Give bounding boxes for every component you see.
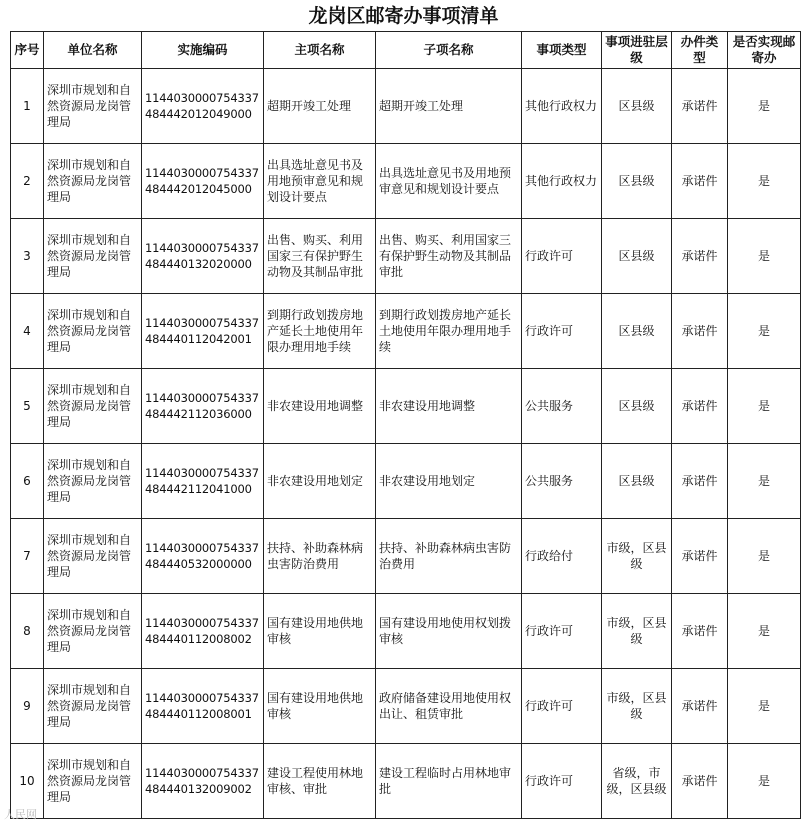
cell-mail: 是 [728, 294, 801, 369]
cell-type: 行政许可 [522, 669, 602, 744]
cell-seq: 5 [11, 369, 44, 444]
header-type: 事项类型 [522, 32, 602, 69]
cell-unit: 深圳市规划和自然资源局龙岗管理局 [44, 144, 142, 219]
table-row [11, 444, 801, 519]
cell-ctype: 承诺件 [672, 669, 728, 744]
cell-seq: 3 [11, 219, 44, 294]
cell-type: 行政许可 [522, 744, 602, 819]
cell-ctype: 承诺件 [672, 744, 728, 819]
cell-unit: 深圳市规划和自然资源局龙岗管理局 [44, 444, 142, 519]
header-ctype: 办件类型 [672, 32, 728, 69]
cell-code: 114403000075433748444013200900​2 [142, 744, 264, 819]
cell-code: 114403000075433748444211204100​0 [142, 444, 264, 519]
cell-main: 到期行政划拨房地产延长土地使用年限办理用地手续 [264, 294, 376, 369]
cell-code: 114403000075433748444013202000​0 [142, 219, 264, 294]
cell-sub: 出具选址意见书及用地预审意见和规划设计要点 [376, 144, 522, 219]
cell-mail: 是 [728, 744, 801, 819]
cell-main: 建设工程使用林地审核、审批 [264, 744, 376, 819]
cell-main: 扶持、补助森林病虫害防治费用 [264, 519, 376, 594]
table-row [11, 519, 801, 594]
cell-code: 114403000075433748444201204500​0 [142, 144, 264, 219]
cell-seq: 9 [11, 669, 44, 744]
cell-unit: 深圳市规划和自然资源局龙岗管理局 [44, 219, 142, 294]
cell-type: 行政给付 [522, 519, 602, 594]
cell-unit: 深圳市规划和自然资源局龙岗管理局 [44, 594, 142, 669]
cell-type: 行政许可 [522, 294, 602, 369]
table-row [11, 369, 801, 444]
cell-level: 区县级 [602, 369, 672, 444]
cell-ctype: 承诺件 [672, 294, 728, 369]
cell-unit: 深圳市规划和自然资源局龙岗管理局 [44, 669, 142, 744]
header-sub: 子项名称 [376, 32, 522, 69]
cell-level: 省级，市级，区县级 [602, 744, 672, 819]
cell-code: 114403000075433748444011204200​1 [142, 294, 264, 369]
cell-main: 国有建设用地供地审核 [264, 669, 376, 744]
cell-type: 其他行政权力 [522, 69, 602, 144]
table-row [11, 744, 801, 819]
cell-level: 区县级 [602, 294, 672, 369]
cell-level: 市级，区县级 [602, 669, 672, 744]
cell-mail: 是 [728, 444, 801, 519]
cell-mail: 是 [728, 519, 801, 594]
cell-type: 公共服务 [522, 444, 602, 519]
cell-level: 区县级 [602, 219, 672, 294]
table-row [11, 69, 801, 144]
cell-sub: 建设工程临时占用林地审批 [376, 744, 522, 819]
cell-sub: 国有建设用地使用权划拨审核 [376, 594, 522, 669]
cell-code: 11440300007543374844420120490​00 [142, 69, 264, 144]
cell-main: 出售、购买、利用国家三有保护野生动物及其制品审批 [264, 219, 376, 294]
cell-ctype: 承诺件 [672, 594, 728, 669]
cell-type: 行政许可 [522, 594, 602, 669]
cell-ctype: 承诺件 [672, 69, 728, 144]
cell-unit: 深圳市规划和自然资源局龙岗管理局 [44, 519, 142, 594]
header-code: 实施编码 [142, 32, 264, 69]
cell-seq: 10 [11, 744, 44, 819]
cell-sub: 超期开竣工处理 [376, 69, 522, 144]
header-mail: 是否实现邮寄办 [728, 32, 801, 69]
cell-ctype: 承诺件 [672, 144, 728, 219]
cell-main: 非农建设用地调整 [264, 369, 376, 444]
cell-main: 超期开竣工处理 [264, 69, 376, 144]
cell-seq: 6 [11, 444, 44, 519]
cell-seq: 1 [11, 69, 44, 144]
cell-code: 114403000075433748444211203600​0 [142, 369, 264, 444]
cell-ctype: 承诺件 [672, 219, 728, 294]
cell-seq: 4 [11, 294, 44, 369]
header-level: 事项进驻层级 [602, 32, 672, 69]
table-row [11, 294, 801, 369]
header-main: 主项名称 [264, 32, 376, 69]
cell-seq: 7 [11, 519, 44, 594]
watermark-text: 人民网 [4, 808, 37, 821]
cell-mail: 是 [728, 219, 801, 294]
cell-type: 公共服务 [522, 369, 602, 444]
document-title: 龙岗区邮寄办事项清单 [308, 5, 499, 27]
table-row [11, 219, 801, 294]
cell-type: 其他行政权力 [522, 144, 602, 219]
cell-unit: 深圳市规划和自然资源局龙岗管理局 [44, 744, 142, 819]
cell-ctype: 承诺件 [672, 444, 728, 519]
table-row [11, 144, 801, 219]
cell-main: 国有建设用地供地审核 [264, 594, 376, 669]
table-row [11, 594, 801, 669]
header-unit: 单位名称 [44, 32, 142, 69]
cell-type: 行政许可 [522, 219, 602, 294]
cell-mail: 是 [728, 144, 801, 219]
header-seq: 序号 [11, 32, 44, 69]
cell-unit: 深圳市规划和自然资源局龙岗管理局 [44, 69, 142, 144]
cell-mail: 是 [728, 369, 801, 444]
cell-main: 非农建设用地划定 [264, 444, 376, 519]
cell-sub: 政府储备建设用地使用权出让、租赁审批 [376, 669, 522, 744]
cell-sub: 非农建设用地调整 [376, 369, 522, 444]
cell-code: 114403000075433748444011200800​1 [142, 669, 264, 744]
cell-mail: 是 [728, 69, 801, 144]
cell-level: 市级，区县级 [602, 519, 672, 594]
cell-code: 114403000075433748444011200800​2 [142, 594, 264, 669]
header-row [11, 32, 801, 69]
cell-level: 区县级 [602, 444, 672, 519]
cell-level: 区县级 [602, 69, 672, 144]
cell-level: 市级，区县级 [602, 594, 672, 669]
cell-seq: 8 [11, 594, 44, 669]
items-table [10, 31, 801, 819]
cell-sub: 非农建设用地划定 [376, 444, 522, 519]
cell-sub: 到期行政划拨房地产延长土地使用年限办理用地手续 [376, 294, 522, 369]
cell-code: 114403000075433748444053200000​0 [142, 519, 264, 594]
table-row [11, 669, 801, 744]
cell-sub: 扶持、补助森林病虫害防治费用 [376, 519, 522, 594]
cell-seq: 2 [11, 144, 44, 219]
cell-level: 区县级 [602, 144, 672, 219]
cell-mail: 是 [728, 669, 801, 744]
cell-main: 出具选址意见书及用地预审意见和规划设计要点 [264, 144, 376, 219]
cell-mail: 是 [728, 594, 801, 669]
cell-ctype: 承诺件 [672, 519, 728, 594]
cell-ctype: 承诺件 [672, 369, 728, 444]
cell-unit: 深圳市规划和自然资源局龙岗管理局 [44, 369, 142, 444]
cell-sub: 出售、购买、利用国家三有保护野生动物及其制品审批 [376, 219, 522, 294]
cell-unit: 深圳市规划和自然资源局龙岗管理局 [44, 294, 142, 369]
